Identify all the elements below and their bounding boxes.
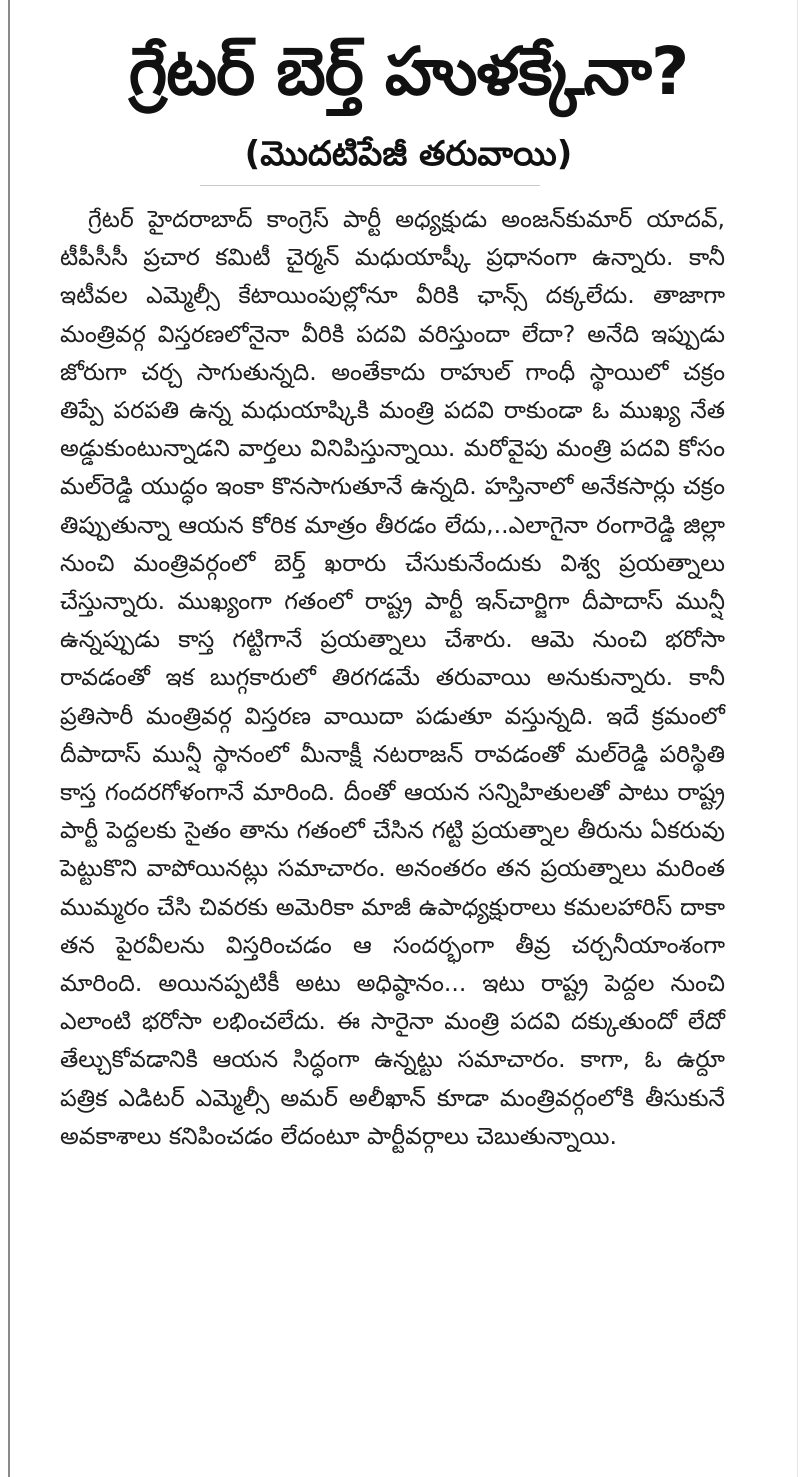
article-headline: గ్రేటర్ బెర్త్ హుళక్కేనా? [128,33,689,110]
divider [200,185,540,186]
article-body: గ్రేటర్ హైదరాబాద్ కాంగ్రెస్ పార్టీ అధ్యక్షుడు అంజన్‌కుమార్ యాదవ్, టీపీసీసీ ప్రచార కమిటీ చైర్మన్ మధుయాష్కీ ప్రధానంగా ఉన్నారు. కానీ ఇటీవల ఎమ్మెల్సీ కేటాయింపుల్లోనూ వీరికి ఛాన్స్ దక్కలేదు. తాజాగా మంత్రివర్గ విస్తరణలోనైనా వీరికి పదవి వరిస్తుందా లేదా? అనేది ఇప్పుడు జోరుగా చర్చ సాగుతున్నది. అంతేకాదు రాహుల్ గాంధీ స్థాయిలో చక్రం తిప్పే పరపతి ఉన్న మధుయాష్కికి మంత్రి పదవి రాకుండా ఓ ముఖ్య నేత అడ్డుకుంటున్నాడని వార్తలు వినిపిస్తున్నాయి. మరోవైపు మంత్రి పదవి కోసం మల్‌రెడ్డి యుద్ధం ఇంకా కొనసాగుతూనే ఉన్నది. హస్తినాలో అనేకసార్లు చక్రం తిప్పుతున్నా ఆయన కోరిక మాత్రం తీరడం లేదు,..ఎలాగైనా రంగారెడ్డి జిల్లా నుంచి మంత్రివర్గంలో బెర్త్ ఖరారు చేసుకునేందుకు విశ్వ ప్రయత్నాలు చేస్తున్నారు. ముఖ్యంగా గతంలో రాష్ట్ర పార్టీ ఇన్‌చార్జిగా దీపాదాస్ మున్షీ ఉన్నప్పుడు కాస్త గట్టిగానే ప్రయత్నాలు చేశారు. ఆమె నుంచి భరోసా రావడంతో ఇక బుగ్గకారులో తిరగడమే తరువాయి అనుకున్నారు. కానీ ప్రతిసారీ మంత్రివర్గ విస్తరణ వాయిదా పడుతూ వస్తున్నది. ఇదే క్రమంలో దీపాదాస్ మున్షీ స్థానంలో మీనాక్షీ నటరాజన్ రావడంతో మల్‌రెడ్డి పరిస్థితి కాస్త గందరగోళంగానే మారింది. దీంతో ఆయన సన్నిహితులతో పాటు రాష్ట్ర పార్టీ పెద్దలకు సైతం తాను గతంలో చేసిన గట్టి ప్రయత్నాల తీరును ఏకరువు పెట్టుకొని వాపోయినట్లు సమాచారం. అనంతరం తన ప్రయత్నాలు మరింత ముమ్మరం చేసి చివరకు అమెరికా మాజీ ఉపాధ్యక్షురాలు కమలహారిస్ దాకా తన పైరవీలను విస్తరించడం ఆ సందర్భంగా తీవ్ర చర్చనీయాంశంగా మారింది. అయినప్పటికీ అటు అధిష్ఠానం... ఇటు రాష్ట్ర పెద్దల నుంచి ఎలాంటి భరోసా లభించలేదు. ఈ సారైనా మంత్రి పదవి దక్కుతుందో లేదో తేల్చుకోవడానికి ఆయన సిద్ధంగా ఉన్నట్టు సమాచారం. కాగా, ఓ ఉర్దూ పత్రిక ఎడిటర్ ఎమ్మెల్సీ అమర్ అలీఖాన్ కూడా మంత్రివర్గంలోకి తీసుకునే అవకాశాలు కనిపించడం లేదంటూ పార్టీవర్గాలు చెబుతున్నాయి. [60,205,725,1150]
newspaper-clipping [8,0,798,1477]
article-subheadline: (మొదటిపేజీ తరువాయి) [244,134,573,174]
